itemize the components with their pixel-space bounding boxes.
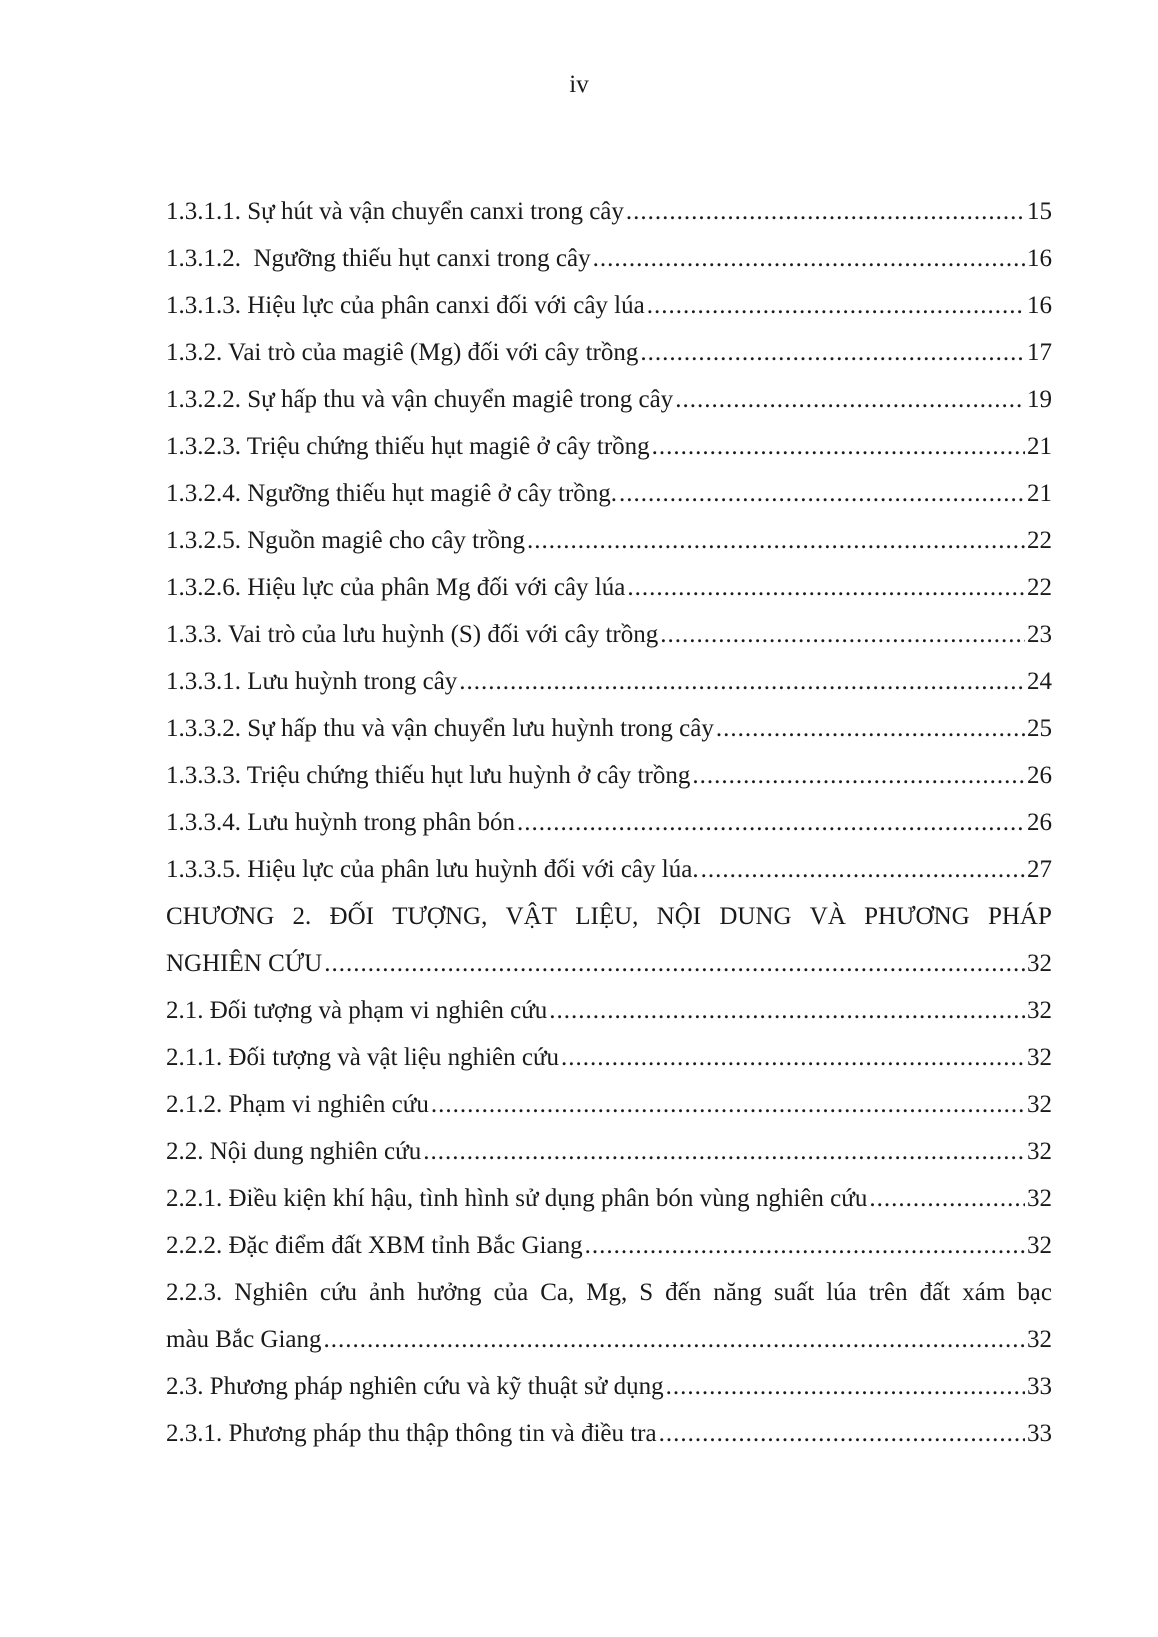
toc-entry-text: 2.1.1. Đối tượng và vật liệu nghiên cứu bbox=[166, 1044, 560, 1071]
toc-entry[interactable] bbox=[166, 1128, 1052, 1175]
toc-heading-word: của bbox=[493, 1279, 529, 1306]
toc-entry[interactable] bbox=[166, 1034, 1052, 1081]
toc-leader-dots bbox=[652, 423, 1025, 470]
toc-leader-dots bbox=[593, 235, 1025, 282]
toc-entry-page: 32 bbox=[1027, 1326, 1052, 1353]
toc-entry-page: 32 bbox=[1027, 1138, 1052, 1165]
toc-heading-word: VÀ bbox=[809, 903, 846, 930]
toc-heading-word: TƯỢNG, bbox=[392, 903, 488, 930]
toc-heading-word: ảnh bbox=[369, 1279, 406, 1306]
toc-entry-text: màu Bắc Giang bbox=[166, 1326, 322, 1353]
toc-leader-dots bbox=[869, 1175, 1025, 1222]
toc-entry-text: 1.3.2.4. Ngưỡng thiếu hụt magiê ở cây trồng. bbox=[166, 480, 618, 507]
toc-entry-continuation bbox=[166, 940, 1052, 987]
toc-entry[interactable] bbox=[166, 987, 1052, 1034]
toc-entry-page: 26 bbox=[1027, 809, 1052, 836]
toc-entry-text: 2.1. Đối tượng và phạm vi nghiên cứu bbox=[166, 997, 548, 1024]
toc-leader-dots bbox=[619, 470, 1025, 517]
toc-leader-dots bbox=[431, 1081, 1025, 1128]
toc-entry-2-2-3[interactable] bbox=[166, 1269, 1052, 1363]
toc-entry-page: 32 bbox=[1027, 1185, 1052, 1212]
toc-leader-dots bbox=[517, 799, 1025, 846]
toc-heading-word: đến bbox=[665, 1279, 702, 1306]
toc-entry[interactable] bbox=[166, 188, 1052, 235]
toc-leader-dots bbox=[701, 846, 1025, 893]
toc-entry-text: 1.3.1.3. Hiệu lực của phân canxi đối với cây lúa bbox=[166, 292, 645, 319]
toc-leader-dots bbox=[675, 376, 1025, 423]
toc-entry-text: 1.3.2. Vai trò của magiê (Mg) đối với cây trồng bbox=[166, 339, 639, 366]
toc-leader-dots bbox=[659, 1410, 1025, 1457]
toc-leader-dots bbox=[627, 564, 1025, 611]
toc-leader-dots bbox=[666, 1363, 1025, 1410]
toc-entry-text: 1.3.2.2. Sự hấp thu và vận chuyển magiê trong cây bbox=[166, 386, 674, 413]
toc-heading-word: cứu bbox=[319, 1279, 358, 1306]
toc-leader-dots bbox=[692, 752, 1025, 799]
toc-heading-word: CHƯƠNG bbox=[166, 903, 275, 930]
toc-heading-word: PHÁP bbox=[987, 903, 1052, 930]
toc-entry-text: 2.3.1. Phương pháp thu thập thông tin và điều tra bbox=[166, 1420, 657, 1447]
toc-heading-word: DUNG bbox=[719, 903, 792, 930]
toc-entry-text: 1.3.1.1. Sự hút và vận chuyển canxi trong cây bbox=[166, 198, 624, 225]
toc-heading-word: đất bbox=[919, 1279, 951, 1306]
toc-entry-heading-line bbox=[166, 1269, 1052, 1316]
toc-heading-word: PHƯƠNG bbox=[864, 903, 970, 930]
toc-entry[interactable] bbox=[166, 376, 1052, 423]
toc-leader-dots bbox=[561, 1034, 1025, 1081]
toc-heading-word: Nghiên bbox=[234, 1279, 308, 1306]
toc-entry-text: NGHIÊN CỨU bbox=[166, 950, 323, 977]
toc-entry-page: 32 bbox=[1027, 997, 1052, 1024]
toc-entry[interactable] bbox=[166, 611, 1052, 658]
toc-leader-dots bbox=[527, 517, 1025, 564]
toc-heading-word: lúa bbox=[826, 1279, 857, 1306]
toc-entry-page: 25 bbox=[1027, 715, 1052, 742]
toc-entry-page: 17 bbox=[1027, 339, 1052, 366]
toc-leader-dots bbox=[626, 188, 1025, 235]
toc-entry-text: 1.3.3.3. Triệu chứng thiếu hụt lưu huỳnh ở cây trồng bbox=[166, 762, 691, 789]
toc-entry[interactable] bbox=[166, 329, 1052, 376]
toc-entry-chapter-2[interactable] bbox=[166, 893, 1052, 987]
toc-entry-page: 33 bbox=[1027, 1373, 1052, 1400]
toc-entry-text: 2.3. Phương pháp nghiên cứu và kỹ thuật sử dụng bbox=[166, 1373, 664, 1400]
toc-section-2 bbox=[166, 987, 1052, 1269]
toc-entry-text: 1.3.3.1. Lưu huỳnh trong cây bbox=[166, 668, 458, 695]
toc-entry-page: 16 bbox=[1027, 245, 1052, 272]
toc-heading-word: bạc bbox=[1017, 1279, 1052, 1306]
toc-section-1 bbox=[166, 188, 1052, 893]
toc-entry-page: 22 bbox=[1027, 527, 1052, 554]
toc-entry[interactable] bbox=[166, 564, 1052, 611]
toc-leader-dots bbox=[324, 940, 1025, 987]
toc-entry[interactable] bbox=[166, 1081, 1052, 1128]
toc-heading-word: Mg, bbox=[586, 1279, 628, 1306]
toc-leader-dots bbox=[585, 1222, 1025, 1269]
toc-entry-page: 24 bbox=[1027, 668, 1052, 695]
toc-leader-dots bbox=[640, 329, 1025, 376]
toc-leader-dots bbox=[647, 282, 1025, 329]
toc-entry[interactable] bbox=[166, 517, 1052, 564]
toc-entry-page: 26 bbox=[1027, 762, 1052, 789]
toc-entry-text: 2.2.1. Điều kiện khí hậu, tình hình sử dụng phân bón vùng nghiên cứu bbox=[166, 1185, 868, 1212]
toc-entry-heading-line bbox=[166, 893, 1052, 940]
toc-entry-text: 1.3.3.2. Sự hấp thu và vận chuyển lưu huỳnh trong cây bbox=[166, 715, 714, 742]
toc-entry[interactable] bbox=[166, 470, 1052, 517]
toc-leader-dots bbox=[660, 611, 1025, 658]
toc-entry-text: 1.3.3.4. Lưu huỳnh trong phân bón bbox=[166, 809, 515, 836]
toc-entry[interactable] bbox=[166, 658, 1052, 705]
toc-leader-dots bbox=[549, 987, 1025, 1034]
toc-entry-page: 32 bbox=[1027, 1044, 1052, 1071]
toc-entry-text: 1.3.2.3. Triệu chứng thiếu hụt magiê ở cây trồng bbox=[166, 433, 650, 460]
toc-entry[interactable] bbox=[166, 1222, 1052, 1269]
toc-entry[interactable] bbox=[166, 846, 1052, 893]
toc-heading-word: trên bbox=[868, 1279, 908, 1306]
toc-heading-word: LIỆU, bbox=[575, 903, 639, 930]
toc-entry-page: 23 bbox=[1027, 621, 1052, 648]
toc-entry-page: 27 bbox=[1027, 856, 1052, 883]
toc-heading-word: S bbox=[639, 1279, 654, 1306]
toc-entry[interactable] bbox=[166, 235, 1052, 282]
toc-entry-page: 19 bbox=[1027, 386, 1052, 413]
toc-entry-page: 32 bbox=[1027, 950, 1052, 977]
toc-heading-word: 2.2.3. bbox=[166, 1279, 223, 1306]
toc-entry-text: 1.3.3. Vai trò của lưu huỳnh (S) đối với cây trồng bbox=[166, 621, 659, 648]
table-of-contents bbox=[166, 188, 1052, 1457]
toc-heading-word: 2. bbox=[292, 903, 312, 930]
toc-leader-dots bbox=[459, 658, 1025, 705]
toc-entry[interactable] bbox=[166, 799, 1052, 846]
toc-entry-page: 21 bbox=[1027, 433, 1052, 460]
toc-heading-word: NỘI bbox=[656, 903, 702, 930]
toc-leader-dots bbox=[423, 1128, 1025, 1175]
toc-heading-word: ĐỐI bbox=[329, 903, 374, 930]
toc-entry-page: 15 bbox=[1027, 198, 1052, 225]
toc-heading-word: xám bbox=[962, 1279, 1006, 1306]
toc-entry-continuation bbox=[166, 1316, 1052, 1363]
toc-heading-word: hưởng bbox=[417, 1279, 482, 1306]
toc-entry[interactable] bbox=[166, 1363, 1052, 1410]
toc-section-3 bbox=[166, 1363, 1052, 1457]
toc-entry-page: 22 bbox=[1027, 574, 1052, 601]
toc-heading-word: VẬT bbox=[505, 903, 557, 930]
toc-entry[interactable] bbox=[166, 282, 1052, 329]
toc-entry-text: 1.3.2.5. Nguồn magiê cho cây trồng bbox=[166, 527, 525, 554]
toc-entry-page: 32 bbox=[1027, 1091, 1052, 1118]
toc-entry[interactable] bbox=[166, 1410, 1052, 1457]
toc-entry-page: 32 bbox=[1027, 1232, 1052, 1259]
toc-heading-word: Ca, bbox=[540, 1279, 575, 1306]
toc-heading-word: suất bbox=[773, 1279, 815, 1306]
toc-entry-page: 21 bbox=[1027, 480, 1052, 507]
toc-entry-text: 2.2.2. Đặc điểm đất XBM tỉnh Bắc Giang bbox=[166, 1232, 583, 1259]
toc-leader-dots bbox=[324, 1316, 1025, 1363]
toc-entry-text: 2.2. Nội dung nghiên cứu bbox=[166, 1138, 422, 1165]
page-number: iv bbox=[569, 71, 589, 98]
toc-entry-text: 2.1.2. Phạm vi nghiên cứu bbox=[166, 1091, 429, 1118]
toc-entry[interactable] bbox=[166, 1175, 1052, 1222]
toc-entry[interactable] bbox=[166, 423, 1052, 470]
toc-entry[interactable] bbox=[166, 752, 1052, 799]
toc-entry-page: 33 bbox=[1027, 1420, 1052, 1447]
toc-entry-text: 1.3.1.2. Ngưỡng thiếu hụt canxi trong cây bbox=[166, 245, 591, 272]
toc-entry[interactable] bbox=[166, 705, 1052, 752]
toc-entry-text: 1.3.2.6. Hiệu lực của phân Mg đối với cây lúa bbox=[166, 574, 626, 601]
toc-entry-text: 1.3.3.5. Hiệu lực của phân lưu huỳnh đối với cây lúa. bbox=[166, 856, 699, 883]
toc-leader-dots bbox=[716, 705, 1025, 752]
toc-entry-page: 16 bbox=[1027, 292, 1052, 319]
toc-heading-word: năng bbox=[713, 1279, 762, 1306]
